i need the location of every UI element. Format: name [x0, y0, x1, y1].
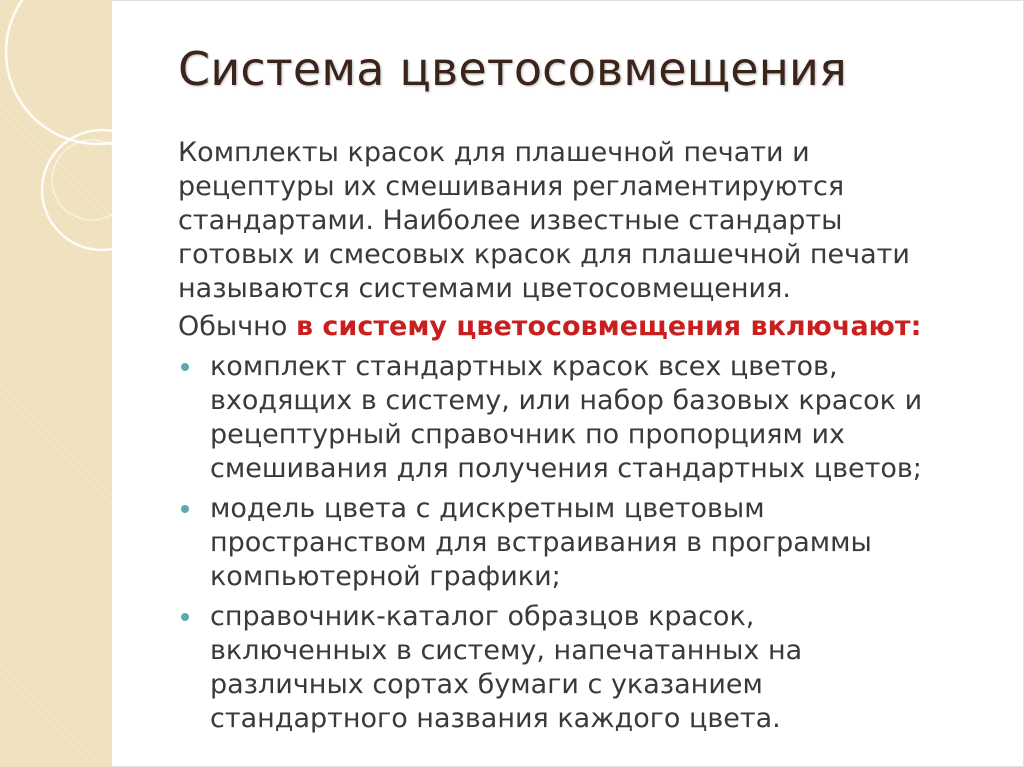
bullet-line: пространством для встраивания в программы — [210, 527, 872, 558]
intro-line: рецептуры их смешивания регламентируются — [178, 171, 845, 202]
bullet-line: стандартного названия каждого цвета. — [210, 703, 781, 734]
bullet-item — [178, 600, 998, 736]
bullet-line: комплект стандартных красок всех цветов, — [210, 351, 838, 382]
decorative-side-panel — [0, 0, 112, 767]
lead-paragraph — [178, 310, 998, 344]
bullet-line: компьютерной графики; — [210, 561, 561, 592]
bullet-dot-icon — [181, 505, 189, 513]
intro-line: Комплекты красок для плашечной печати и — [178, 137, 810, 168]
bullet-line: рецептурный справочник по пропорциям их — [210, 419, 846, 450]
slide-content — [178, 136, 998, 736]
intro-line: стандартами. Наиболее известные стандарты — [178, 205, 843, 236]
bullet-line: входящих в систему, или набор базовых красок и — [210, 385, 923, 416]
bullet-list — [178, 350, 998, 736]
bullet-dot-icon — [181, 613, 189, 621]
bullet-item — [178, 350, 998, 486]
intro-line: готовых и смесовых красок для плашечной печати — [178, 239, 910, 270]
bullet-line: справочник-каталог образцов красок, — [210, 601, 755, 632]
lead-prefix: Обычно — [178, 311, 296, 342]
slide-title: Система цветосовмещения — [178, 42, 847, 96]
bullet-dot-icon — [181, 363, 189, 371]
intro-line: называются системами цветосовмещения. — [178, 273, 791, 304]
bullet-item — [178, 492, 998, 594]
bullet-line: включенных в систему, напечатанных на — [210, 635, 803, 666]
bullet-line: модель цвета с дискретным цветовым — [210, 493, 765, 524]
bullet-line: различных сортах бумаги с указанием — [210, 669, 763, 700]
bullet-line: смешивания для получения стандартных цветов; — [210, 453, 922, 484]
intro-paragraph — [178, 136, 998, 306]
lead-emphasis: в систему цветосовмещения включают: — [295, 311, 922, 342]
